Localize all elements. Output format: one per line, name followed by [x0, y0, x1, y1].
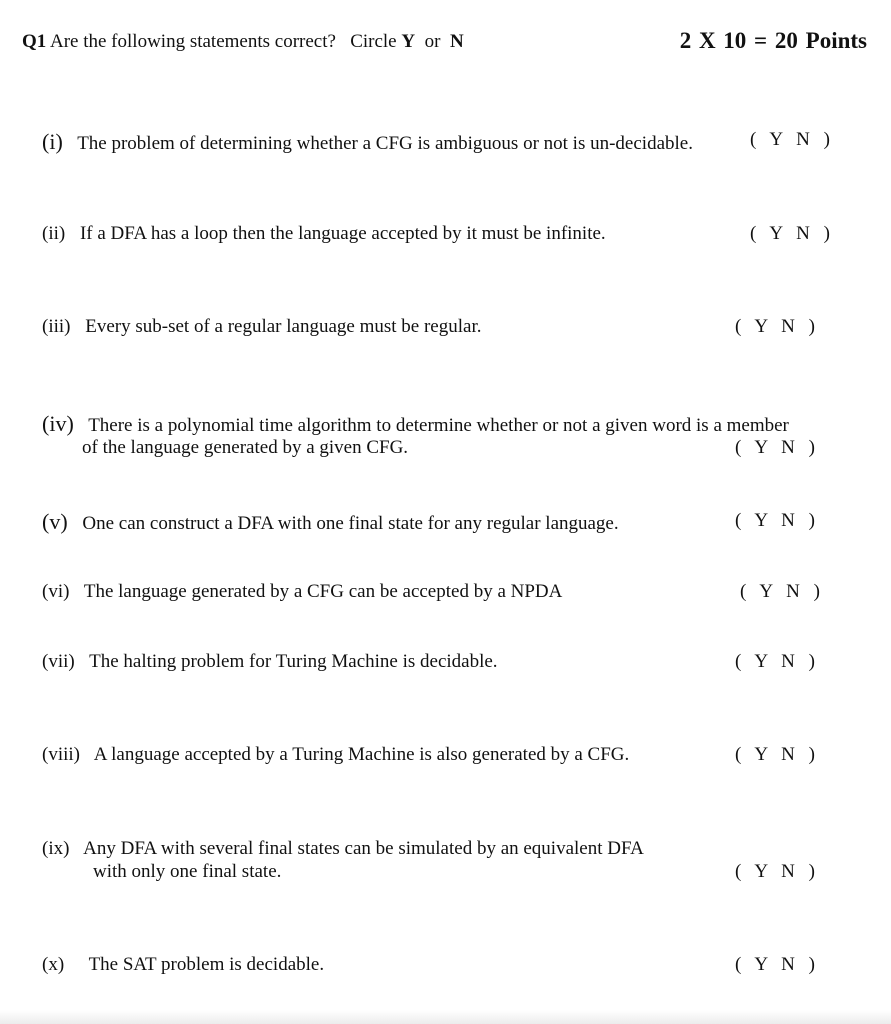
answer-choice-3[interactable]: ( Y N ): [735, 316, 816, 337]
question-3: [42, 316, 481, 338]
question-header: [22, 31, 464, 53]
answer-choice-1[interactable]: ( Y N ): [750, 129, 831, 150]
question-number: (vi): [42, 581, 70, 602]
question-number: (ii): [42, 223, 66, 244]
question-text: One can construct a DFA with one final state for any regular language.: [82, 513, 619, 534]
question-number: (vii): [42, 651, 75, 672]
question-number: (v): [42, 509, 68, 534]
question-text: Any DFA with several final states can be simulated by an equivalent DFA: [83, 838, 644, 859]
question-10: [42, 954, 324, 976]
option-n: N: [449, 31, 464, 52]
question-2: [42, 223, 606, 245]
answer-choice-10[interactable]: ( Y N ): [735, 954, 816, 975]
question-text: The SAT problem is decidable.: [88, 954, 325, 975]
question-number: (iii): [42, 316, 71, 337]
question-number: (ix): [42, 838, 70, 859]
question-text-continued: of the language generated by a given CFG.: [82, 437, 409, 458]
question-text: A language accepted by a Turing Machine is also generated by a CFG.: [93, 744, 630, 765]
page-bottom-edge: [0, 1010, 891, 1024]
answer-choice-7[interactable]: ( Y N ): [735, 651, 816, 672]
question-id: Q1: [22, 31, 47, 52]
answer-choice-4[interactable]: ( Y N ): [735, 437, 816, 458]
question-8: [42, 744, 629, 766]
question-7: [42, 651, 498, 673]
question-5: [42, 509, 619, 535]
points-label: 2 X 10 = 20 Points: [679, 28, 867, 53]
question-text: The language generated by a CFG can be accepted by a NPDA: [83, 581, 563, 602]
question-number: (x): [42, 954, 65, 975]
question-text: The problem of determining whether a CFG is ambiguous or not is un-decidable.: [77, 133, 693, 154]
question-number: (i): [42, 129, 63, 154]
answer-choice-9[interactable]: ( Y N ): [735, 861, 816, 882]
question-6: [42, 581, 562, 603]
question-text: The halting problem for Turing Machine is decidable.: [89, 651, 498, 672]
question-text: Every sub-set of a regular language must be regular.: [85, 316, 482, 337]
question-number: (iv): [42, 411, 74, 436]
answer-choice-2[interactable]: ( Y N ): [750, 223, 831, 244]
question-text-continued: with only one final state.: [93, 861, 282, 882]
option-y: Y: [401, 31, 416, 52]
or-word: or: [424, 31, 441, 52]
question-text: There is a polynomial time algorithm to determine whether or not a given word is a member: [88, 415, 789, 436]
circle-word: Circle: [350, 31, 397, 52]
question-1: [42, 129, 693, 155]
question-9: [42, 838, 644, 860]
question-number: (viii): [42, 744, 80, 765]
answer-choice-6[interactable]: ( Y N ): [740, 581, 821, 602]
instruction-text: Are the following statements correct?: [49, 31, 336, 52]
answer-choice-5[interactable]: ( Y N ): [735, 510, 816, 531]
answer-choice-8[interactable]: ( Y N ): [735, 744, 816, 765]
question-4: [42, 411, 789, 437]
question-text: If a DFA has a loop then the language accepted by it must be infinite.: [79, 223, 606, 244]
